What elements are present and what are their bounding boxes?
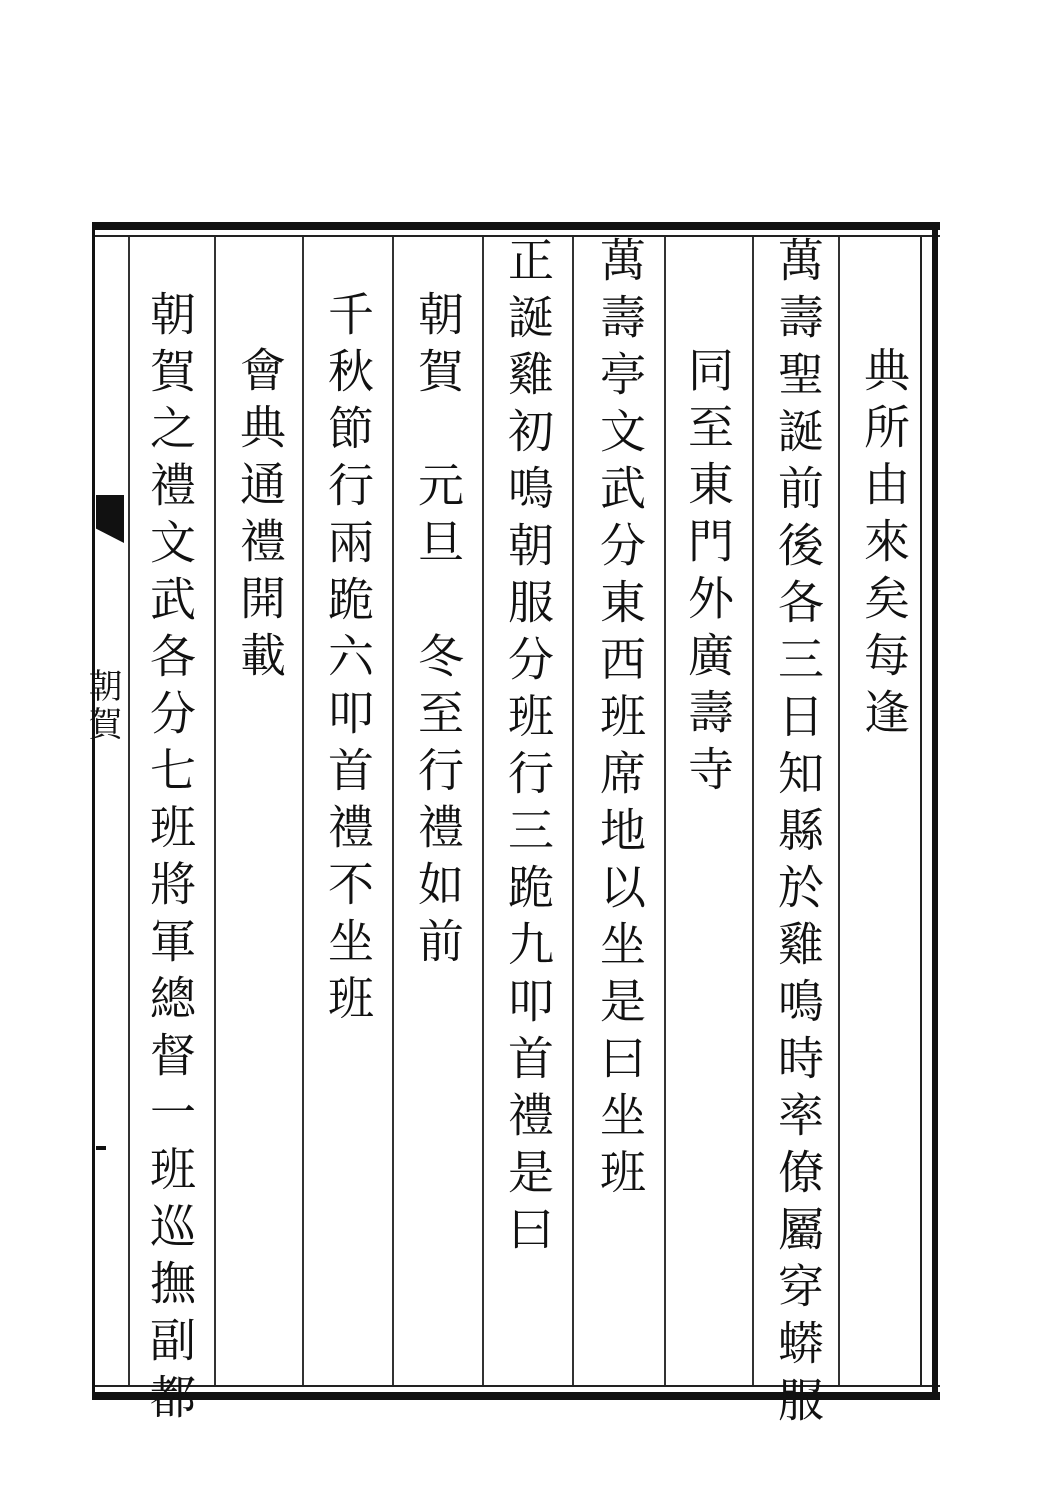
text-column-6: 朝賀 元旦 冬至行禮如前 — [411, 290, 465, 974]
column-rule — [392, 237, 394, 1385]
frame-right-border — [932, 222, 938, 1400]
text-column-1: 典所由來矣每逢 — [857, 346, 911, 745]
column-rule — [214, 237, 216, 1385]
text-column-8: 會典通禮開載 — [233, 346, 287, 688]
column-rule — [752, 237, 754, 1385]
column-rule — [302, 237, 304, 1385]
column-rule — [838, 237, 840, 1385]
text-column-7: 千秋節行兩跪六叩首禮不坐班 — [321, 290, 375, 1031]
spine-margin — [92, 237, 128, 1385]
spine-section-title: 朝賀 — [82, 668, 122, 744]
column-rule — [482, 237, 484, 1385]
text-column-4: 萬壽亭文武分東西班席地以坐是曰坐班 — [593, 236, 647, 1205]
column-rule — [572, 237, 574, 1385]
spine-tick-mark — [96, 1146, 106, 1150]
column-rule — [128, 237, 130, 1385]
text-column-3: 同至東門外廣壽寺 — [681, 346, 735, 802]
frame-right-inner-border — [920, 235, 922, 1387]
column-rule — [664, 237, 666, 1385]
text-column-5: 正誕雞初鳴朝服分班行三跪九叩首禮是曰 — [501, 236, 555, 1262]
text-column-2: 萬壽聖誕前後各三日知縣於雞鳴時率僚屬穿蟒服 — [771, 236, 825, 1433]
text-column-9: 朝賀之禮文武各分七班將軍總督一班巡撫副都 — [143, 290, 197, 1430]
frame-top-border — [92, 222, 940, 230]
